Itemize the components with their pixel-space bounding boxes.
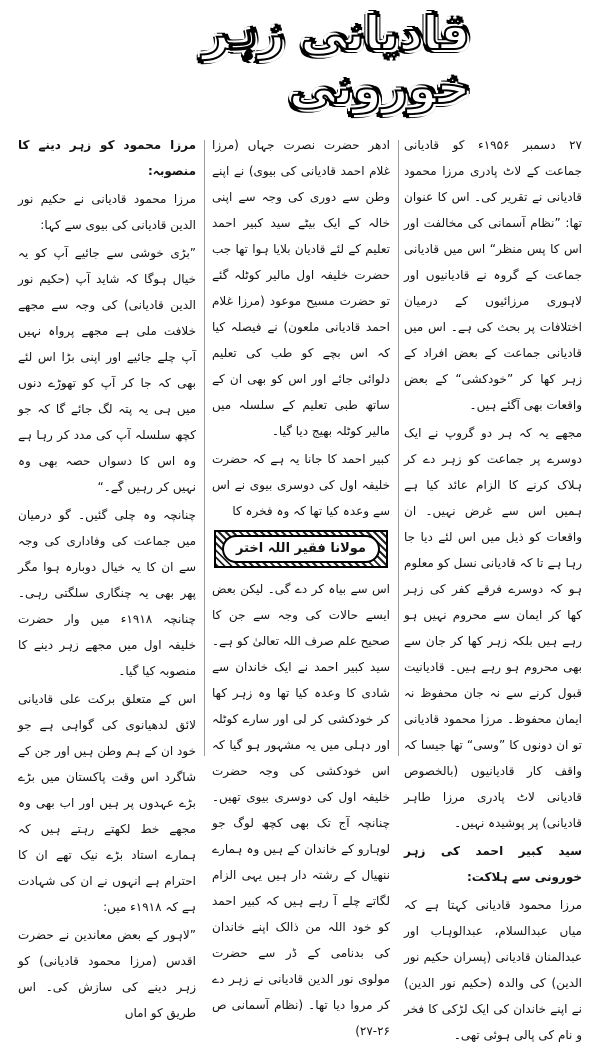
- paragraph: مرزا محمود قادیانی نے حکیم نور الدین قادیانی کی بیوی سے کہا:: [18, 192, 196, 232]
- author-banner: [214, 530, 388, 568]
- paragraph: اس کے متعلق برکت علی قادیانی لائق لدھیانوی کی گواہی ہے جو خود ان کے ہم وطن ہیں اور جن کے شاگرد اس وقت پاکستان میں بڑے بڑے عہدوں پر ہیں اور اب بھی وہ مجھے خط لکھتے رہتے ہیں کہ ہمارے استاد بڑے نیک تھے ان کا احترام ہے انہوں نے ان کی شہادت ہے کہ ۱۹۱۸ء میں:: [18, 692, 196, 914]
- left-column: [18, 132, 196, 1020]
- paragraph: اس سے بیاہ کر دے گی۔ لیکن بعض ایسے حالات کی وجہ سے جن کا صحیح علم صرف اللہ تعالیٰ کو ہے۔ سید کبیر احمد نے ایک خاندان سے شادی کا وعدہ کیا تھا وہ زہر کھا کر خودکشی کر لی اور سارے کوٹلہ اور دہلی میں یہ مشہور ہو گیا کہ اس خودکشی کی وجہ حضرت خلیفہ اول کی دوسری بیوی تھیں۔ چنانچہ آج تک بھی کچھ لوگ جو لوہارو کے خاندان کے ہیں وہ ہمارے ننھیال کے رشتہ دار ہیں یہی الزام لگاتے چلے آ رہے ہیں کہ کبیر احمد کو خود اللہ من ذالک اپنے خاندان کی بدنامی کے ڈر سے حضرت مولوی نور الدین قادیانی نے زہر دے کر مروا دیا تھا۔ (نظام آسمانی ص ۲۶-۲۷): [211, 582, 390, 1038]
- paragraph: مجھے یہ کہ ہر دو گروپ نے ایک دوسرے پر جماعت کو زہر دے کر ہلاک کرنے کا الزام عائد کیا ہے ہمیں اس سے غرض نہیں۔ ان واقعات کو ذیل میں اس لئے دیا جا رہا ہے تا کہ قادیانی نسل کو معلوم ہو کہ دوسرے فرقے کفر کی زہر کھا کر ایمان سے محروم نہیں ہو رہے ہیں بلکہ زہر کھا کر جان سے بھی محروم ہو رہے ہیں۔ قادیانیت قبول کرنے سے نہ جان محفوظ نہ ایمان محفوظ۔ مرزا محمود قادیانی تو ان دونوں کا ”وسی“ تھا جیسا کہ واقف کار قادیانیوں (بالخصوص قادیانی لاٹ پادری مرزا طاہر قادیانی) پر پوشیدہ نہیں۔: [404, 426, 582, 830]
- paragraph: ۲۷ دسمبر ۱۹۵۶ء کو قادیانی جماعت کے لاٹ پادری مرزا محمود قادیانی نے تقریر کی۔ اس کا عنوان تھا: ”نظام آسمانی کی مخالفت اور اس کا پس منظر“ اس میں قادیانی جماعت کے گروہ نے قادیانیوں اور لاہوری مرزائیوں کے درمیان اختلافات پر بحث کی ہے۔ اس میں قادیانی جماعت کے بعض افراد کے زہر کھا کر ”خودکشی“ کے بعض واقعات بھی آگئے ہیں۔: [404, 138, 582, 412]
- title-text: قادیانی زہر خورونی: [202, 6, 470, 114]
- page-title: [118, 8, 470, 112]
- author-name: مولانا فقیر اللہ اختر: [222, 535, 380, 563]
- quote: ”لاہور کے بعض معاندین نے حضرت اقدس (مرزا محمود قادیانی) کو زہر دینے کی سازش کی۔ اس طریق کو اماں: [18, 928, 196, 1020]
- quote: ”بڑی خوشی سے جائیے آپ کو یہ خیال ہوگا کہ شاید آپ (حکیم نور الدین قادیانی) کی وجہ سے مجھے خلافت ملی ہے مجھے پرواہ نہیں آپ چلے جائیے اور اپنی بڑا اس لئے بھی کہ جا کر آپ کو تھوڑے دنوں میں ہی یہ پتہ لگ جائے گا کہ جو کچھ سلسلہ آپ کی مدد کر رہا ہے وہ اس کا دسواں حصہ بھی وہ نہیں کر رہیں گے۔“: [18, 246, 196, 494]
- right-column: [404, 132, 582, 1042]
- column-divider: [398, 140, 399, 756]
- paragraph: مرزا محمود قادیانی کہتا ہے کہ میاں عبدالسلام، عبدالوہاب اور عبدالمنان قادیانی (پسران حکیم نور الدین) کی والدہ (حکیم نور الدین) نے اپنے خاندان کی ایک لڑکی کا فخر و نام کی پالی ہوئی تھی۔: [404, 898, 582, 1042]
- section-heading: مرزا محمود کو زہر دینے کا منصوبہ:: [18, 138, 196, 178]
- paragraph: ادھر حضرت نصرت جہاں (مرزا غلام احمد قادیانی کی بیوی) نے اپنے وطن سے دوری کی وجہ سے اپنی خالہ کے ایک بیٹے سید کبیر احمد تعلیم کے لئے قادیان بلایا ہوا تھا جب حضرت خلیفہ اول مالیر کوٹلہ گئے تو حضرت مسیح موعود (مرزا غلام احمد قادیانی ملعون) نے فیصلہ کیا کہ اس بچے کو طب کی تعلیم دلوائی جائے اور اس کو بھی ان کے ساتھ طبی تعلیم کے سلسلہ میں مالیر کوٹلہ بھیج دیا گیا۔: [212, 138, 390, 438]
- middle-column: [211, 132, 390, 1038]
- subheading: سید کبیر احمد کی زہر خورونی سے ہلاکت:: [404, 844, 582, 884]
- paragraph: کبیر احمد کا جانا یہ ہے کہ حضرت خلیفہ اول کی دوسری بیوی نے اس سے وعدہ کیا تھا کہ وہ فخرہ کا: [212, 452, 390, 518]
- paragraph: چنانچہ وہ چلی گئیں۔ گو درمیان میں جماعت کی وفاداری کی وجہ سے ان کا یہ خیال دوبارہ ہوا مگر پھر بھی یہ چنگاری سلگتی رہی۔ چنانچہ ۱۹۱۸ء میں وار حضرت خلیفہ اول میں مجھے زہر دینے کا منصوبہ کیا گیا۔: [18, 508, 196, 678]
- column-divider: [204, 140, 205, 756]
